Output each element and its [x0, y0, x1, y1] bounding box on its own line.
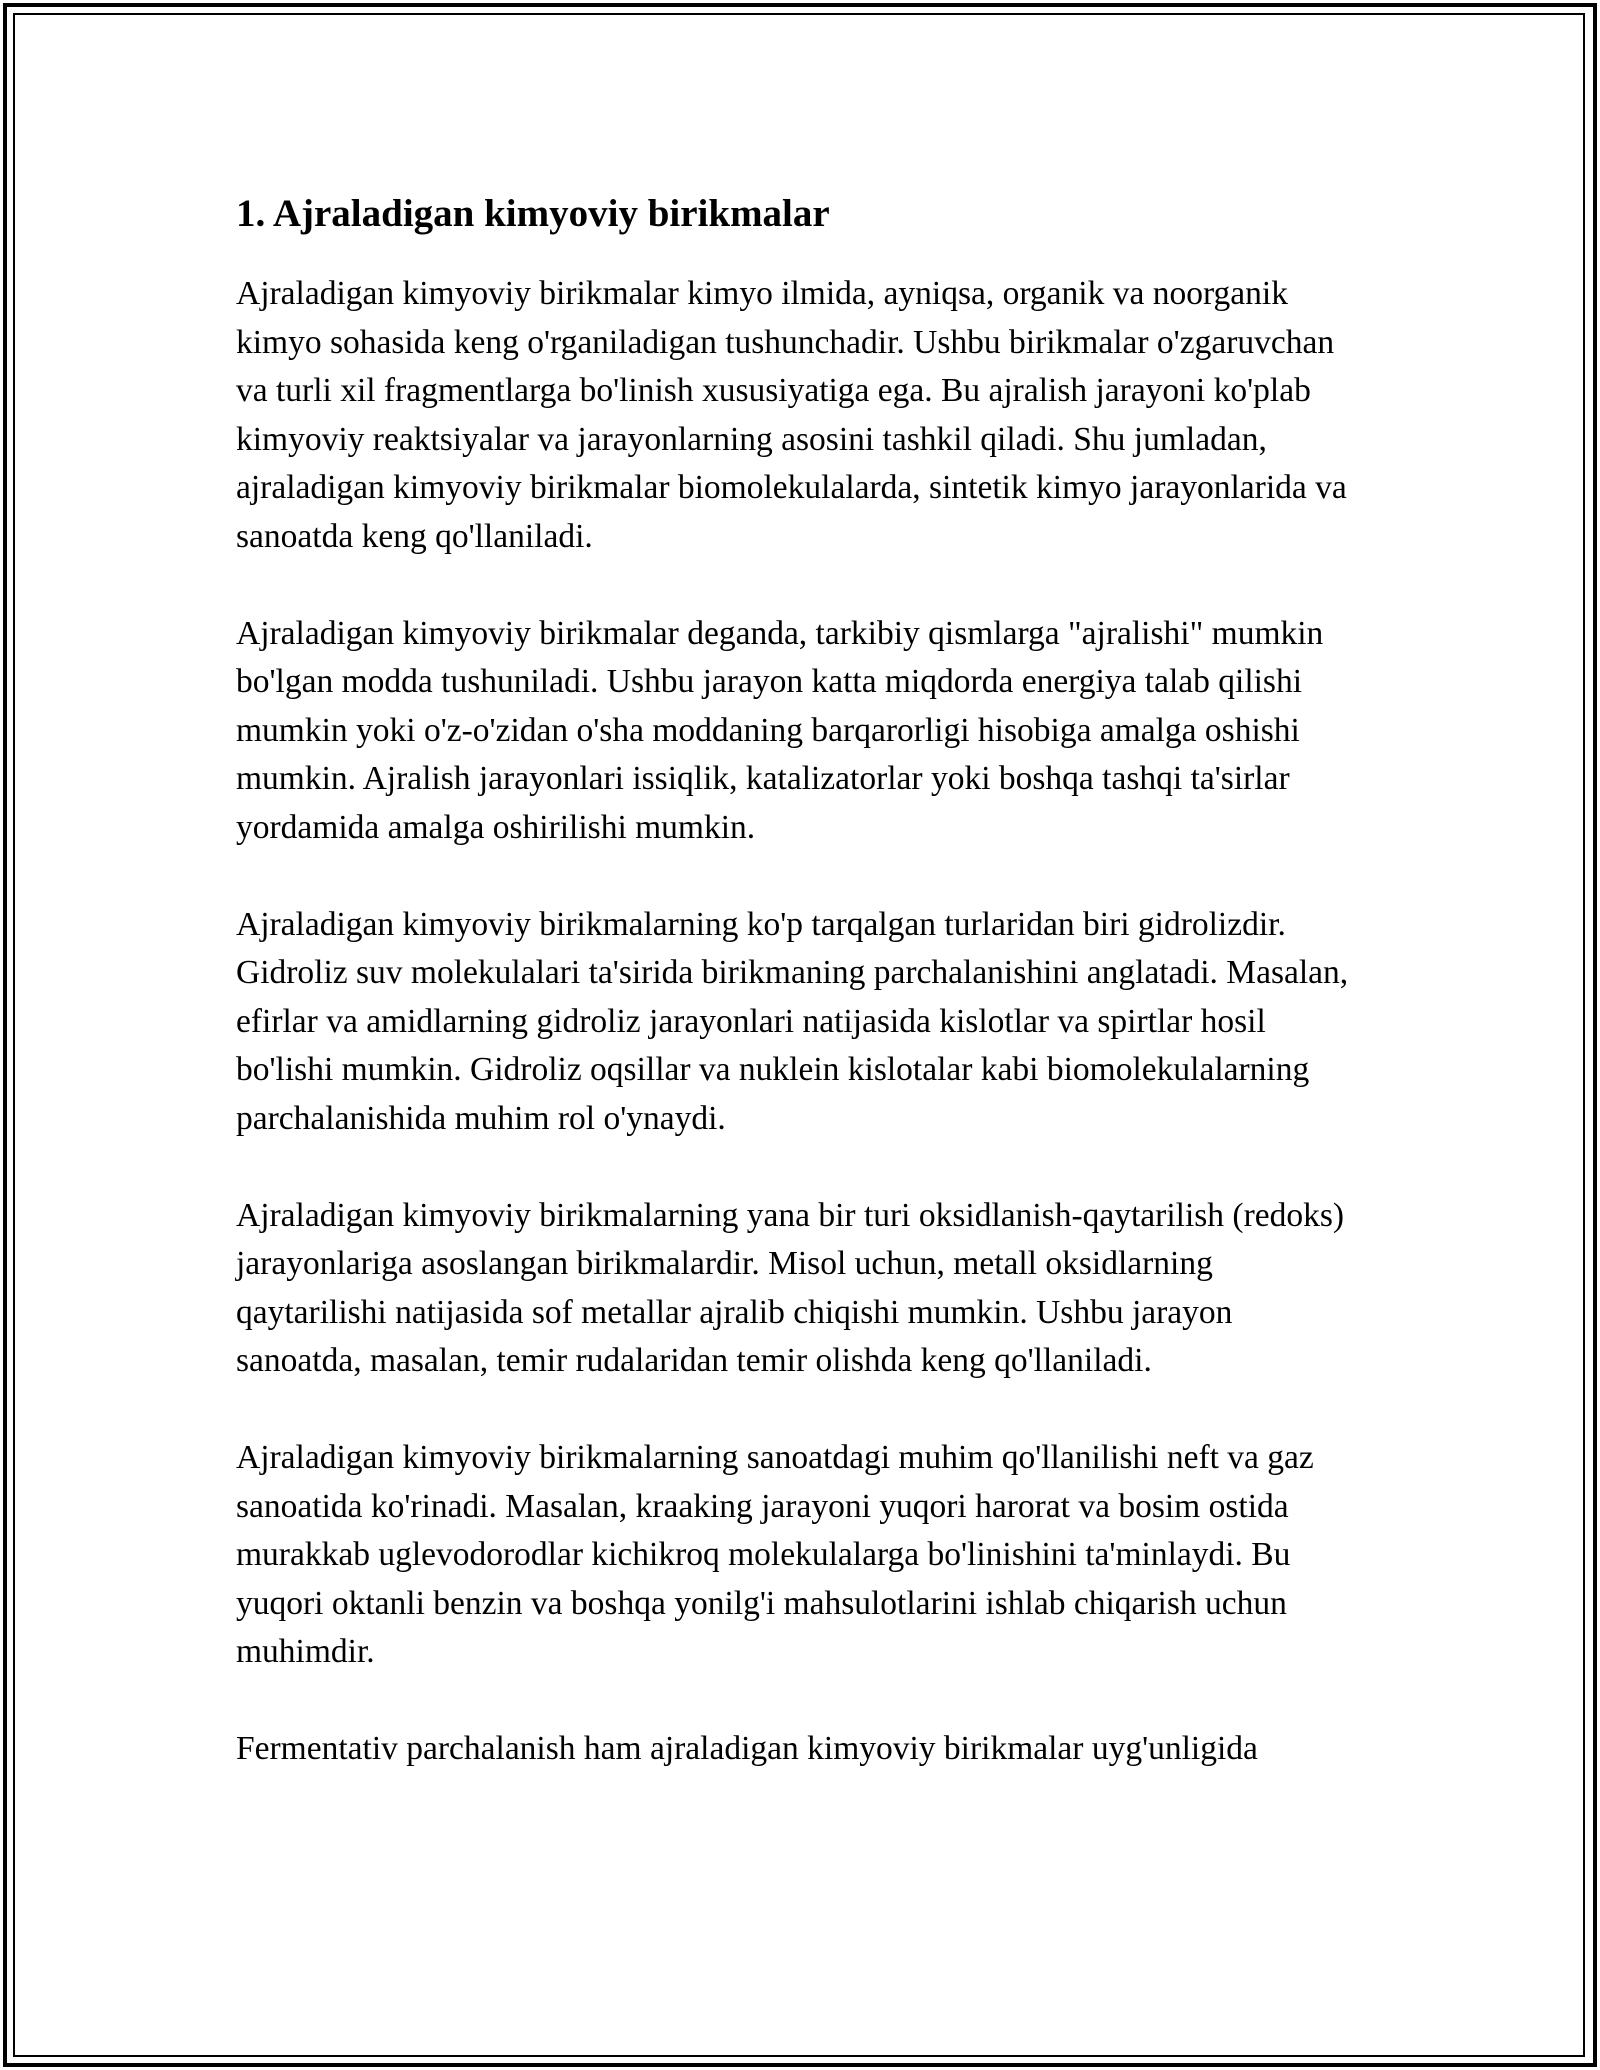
paragraph-6: Fermentativ parchalanish ham ajraladigan kimyoviy birikmalar uyg'unligida — [236, 1730, 1258, 1767]
section-heading: 1. Ajraladigan kimyoviy birikmalar — [236, 192, 830, 235]
document-body — [236, 186, 1366, 1774]
paragraph-1: Ajraladigan kimyoviy birikmalar kimyo ilmida, ayniqsa, organik va noorganik kimyo sohasida keng o'rganiladigan tushunchadir. Ushbu birikmalar o'zgaruvchan va turli xil fragmentlarga bo'linish xususiyatiga ega. Bu ajralish jarayoni ko'plab kimyoviy reaktsiyalar va jarayonlarning asosini tashkil qiladi. Shu jumladan, ajraladigan kimyoviy birikmalar biomolekulalarda, sintetik kimyo jarayonlarida va sanoatda keng qo'llaniladi. — [236, 275, 1347, 555]
paragraph-5: Ajraladigan kimyoviy birikmalarning sanoatdagi muhim qo'llanilishi neft va gaz sanoatida ko'rinadi. Masalan, kraaking jarayoni yuqori harorat va bosim ostida murakkab uglevodorodlar kichikroq molekulalarga bo'linishini ta'minlaydi. Bu yuqori oktanli benzin va boshqa yonilg'i mahsulotlarini ishlab chiqarish uchun muhimdir. — [236, 1439, 1314, 1670]
paragraph-3: Ajraladigan kimyoviy birikmalarning ko'p tarqalgan turlaridan biri gidrolizdir. Gidroliz suv molekulalari ta'sirida birikmaning parchalanishini anglatadi. Masalan, efirlar va amidlarning gidroliz jarayonlari natijasida kislotlar va spirtlar hosil bo'lishi mumkin. Gidroliz oqsillar va nuklein kislotalar kabi biomolekulalarning parchalanishida muhim rol o'ynaydi. — [236, 905, 1349, 1137]
paragraph-4: Ajraladigan kimyoviy birikmalarning yana bir turi oksidlanish-qaytarilish (redoks) jarayonlariga asoslangan birikmalardir. Misol uchun, metall oksidlarning qaytarilishi natijasida sof metallar ajralib chiqishi mumkin. Ushbu jarayon sanoatda, masalan, temir rudalaridan temir olishda keng qo'llaniladi. — [236, 1196, 1345, 1379]
paragraph-2: Ajraladigan kimyoviy birikmalar deganda, tarkibiy qismlarga "ajralishi" mumkin bo'lgan modda tushuniladi. Ushbu jarayon katta miqdorda energiya talab qilishi mumkin yoki o'z-o'zidan o'sha moddaning barqarorligi hisobiga amalga oshishi mumkin. Ajralish jarayonlari issiqlik, katalizatorlar yoki boshqa tashqi ta'sirlar yordamida amalga oshirilishi mumkin. — [236, 614, 1324, 846]
